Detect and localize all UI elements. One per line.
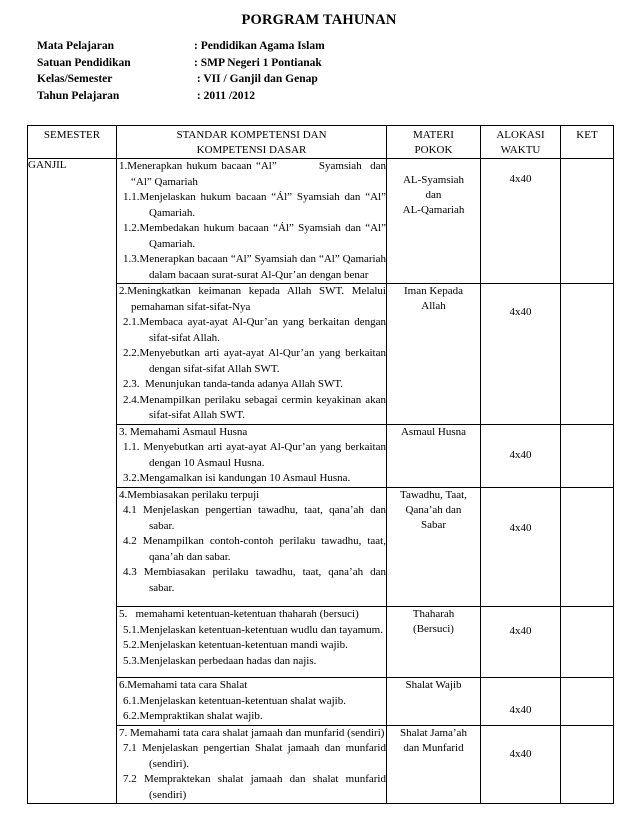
time-allocation-cell — [481, 284, 561, 425]
competency-cell — [117, 725, 387, 804]
standard-competency: 7. Memahami tata cara shalat jamaah dan munfarid (sendiri) — [119, 726, 385, 739]
materi-cell — [387, 159, 481, 284]
time-allocation: 4x40 — [509, 173, 532, 185]
basic-competency: 1.2.Membedakan hukum bacaan “Ál” Syamsiah dan “Al” Qamariah. — [123, 222, 389, 250]
materi-line: Thaharah — [412, 608, 455, 620]
semester-cell: GANJIL — [28, 159, 117, 804]
materi-cell — [387, 487, 481, 607]
time-allocation: 4x40 — [509, 448, 532, 461]
basic-competency: 6.2.Mempraktikan shalat wajib. — [123, 710, 263, 722]
document-title: PORGRAM TAHUNAN — [241, 12, 397, 28]
info-value: : 2011 /2012 — [194, 89, 256, 102]
header-semester: SEMESTER — [28, 126, 117, 159]
materi-line: dan Munfarid — [403, 741, 464, 754]
standard-competency: 6.Memahami tata cara Shalat — [119, 679, 248, 691]
info-label: Tahun Pelajaran — [37, 89, 120, 102]
time-allocation-cell — [481, 159, 561, 284]
time-allocation: 4x40 — [509, 625, 532, 637]
basic-competency: 7.2 Mempraktekan shalat jamaah dan shalat munfarid (sendiri) — [123, 773, 389, 801]
materi-line: Asmaul Husna — [400, 425, 467, 438]
materi-line: dan — [425, 189, 442, 201]
time-allocation: 4x40 — [509, 521, 532, 534]
materi-line: (Bersuci) — [413, 623, 454, 635]
info-value: : SMP Negeri 1 Pontianak — [194, 56, 322, 69]
info-row-year — [37, 88, 325, 105]
info-value: : Pendidikan Agama Islam — [194, 40, 325, 52]
standard-competency: 1.Menerapkan hukum bacaan “Al” Syamsiah dan “Al” Qamariah — [119, 160, 389, 188]
info-row-class — [37, 71, 325, 88]
table-header-row — [28, 126, 614, 159]
basic-competency: 2.1.Membaca ayat-ayat Al-Qur’an yang berkaitan dengan sifat-sifat Allah. — [123, 316, 389, 344]
table-row — [28, 159, 614, 284]
materi-cell — [387, 424, 481, 487]
header-alokasi: ALOKASI WAKTU — [481, 126, 561, 159]
materi-line: Sabar — [420, 518, 447, 531]
remarks-cell — [561, 607, 614, 678]
remarks-cell — [561, 725, 614, 804]
basic-competency: 4.2 Menampilkan contoh-contoh perilaku tawadhu, taat, qana’ah dan sabar. — [123, 535, 389, 563]
materi-cell — [387, 725, 481, 804]
competency-cell — [117, 607, 387, 678]
header-ket: KET — [561, 126, 614, 159]
basic-competency: 1.1. Menyebutkan arti ayat-ayat Al-Qur’an yang berkaitan dengan 10 Asmaul Husna. — [123, 441, 389, 469]
header-sk-kd: STANDAR KOMPETENSI DAN KOMPETENSI DASAR — [117, 126, 387, 159]
info-row-school — [37, 55, 325, 72]
basic-competency: 2.2.Menyebutkan arti ayat-ayat Al-Qur’an yang berkaitan dengan sifat-sifat Allah SWT. — [123, 347, 389, 375]
time-allocation-cell — [481, 607, 561, 678]
basic-competency: 4.1 Menjelaskan pengertian tawadhu, taat, qana’ah dan sabar. — [123, 504, 389, 532]
standard-competency: 4.Membiasakan perilaku terpuji — [119, 488, 260, 501]
materi-cell — [387, 284, 481, 425]
materi-line: Iman Kepada — [404, 285, 463, 297]
time-allocation-cell — [481, 424, 561, 487]
info-label: Mata Pelajaran — [37, 40, 114, 52]
time-allocation: 4x40 — [509, 747, 532, 760]
basic-competency: 6.1.Menjelaskan ketentuan-ketentuan shalat wajib. — [123, 694, 346, 707]
materi-line: Shalat Wajib — [405, 679, 462, 691]
materi-cell — [387, 678, 481, 726]
materi-line: Tawadhu, Taat, — [400, 488, 467, 501]
competency-cell — [117, 159, 387, 284]
info-label: Kelas/Semester — [37, 73, 113, 85]
basic-competency: 2.4.Menampilkan perilaku sebagai cermin keyakinan akan sifat-sifat Allah SWT. — [123, 393, 389, 421]
materi-cell — [387, 607, 481, 678]
basic-competency: 5.1.Menjelaskan ketentuan-ketentuan wudlu dan tayamum. — [123, 623, 383, 636]
basic-competency: 3.2.Mengamalkan isi kandungan 10 Asmaul Husna. — [123, 472, 351, 484]
basic-competency: 2.3. Menunjukan tanda-tanda adanya Allah SWT. — [123, 378, 344, 390]
competency-cell — [117, 678, 387, 726]
standard-competency: 2.Meningkatkan keimanan kepada Allah SWT. Melalui pemahaman sifat-sifat-Nya — [119, 285, 389, 313]
materi-line: AL-Syamsiah — [402, 174, 465, 186]
basic-competency: 1.1.Menjelaskan hukum bacaan “Ál” Syamsiah dan “Al” Qamariah. — [123, 191, 389, 219]
remarks-cell — [561, 159, 614, 284]
basic-competency: 7.1 Menjelaskan pengertian Shalat jamaah dan munfarid (sendiri). — [123, 742, 389, 770]
time-allocation: 4x40 — [509, 704, 532, 716]
time-allocation-cell — [481, 725, 561, 804]
info-value: : VII / Ganjil dan Genap — [194, 73, 318, 85]
materi-line: Allah — [421, 300, 446, 312]
remarks-cell — [561, 487, 614, 607]
materi-line: Shalat Jama’ah — [400, 726, 467, 739]
info-label: Satuan Pendidikan — [37, 56, 131, 69]
time-allocation-cell — [481, 678, 561, 726]
basic-competency: 5.3.Menjelaskan perbedaan hadas dan najis. — [123, 654, 317, 667]
basic-competency: 4.3 Membiasakan perilaku tawadhu, taat, qana’ah dan sabar. — [123, 566, 389, 594]
time-allocation-cell — [481, 487, 561, 607]
remarks-cell — [561, 424, 614, 487]
info-row-subject — [37, 38, 325, 55]
competency-cell — [117, 487, 387, 607]
time-allocation: 4x40 — [509, 306, 532, 318]
materi-line: AL-Qamariah — [402, 204, 465, 216]
competency-cell — [117, 284, 387, 425]
standard-competency: 3. Memahami Asmaul Husna — [119, 425, 248, 438]
standard-competency: 5. memahami ketentuan-ketentuan thaharah (bersuci) — [119, 608, 359, 620]
header-materi: MATERI POKOK — [387, 126, 481, 159]
program-table — [27, 125, 614, 804]
remarks-cell — [561, 678, 614, 726]
basic-competency: 5.2.Menjelaskan ketentuan-ketentuan mandi wajib. — [123, 639, 348, 651]
basic-competency: 1.3.Menerapkan bacaan “Al” Syamsiah dan “Al” Qamariah dalam bacaan surat-surat Al-Qur’an dengan benar — [123, 253, 389, 281]
remarks-cell — [561, 284, 614, 425]
materi-line: Qana’ah dan — [405, 503, 462, 516]
competency-cell — [117, 424, 387, 487]
course-info — [37, 38, 325, 104]
